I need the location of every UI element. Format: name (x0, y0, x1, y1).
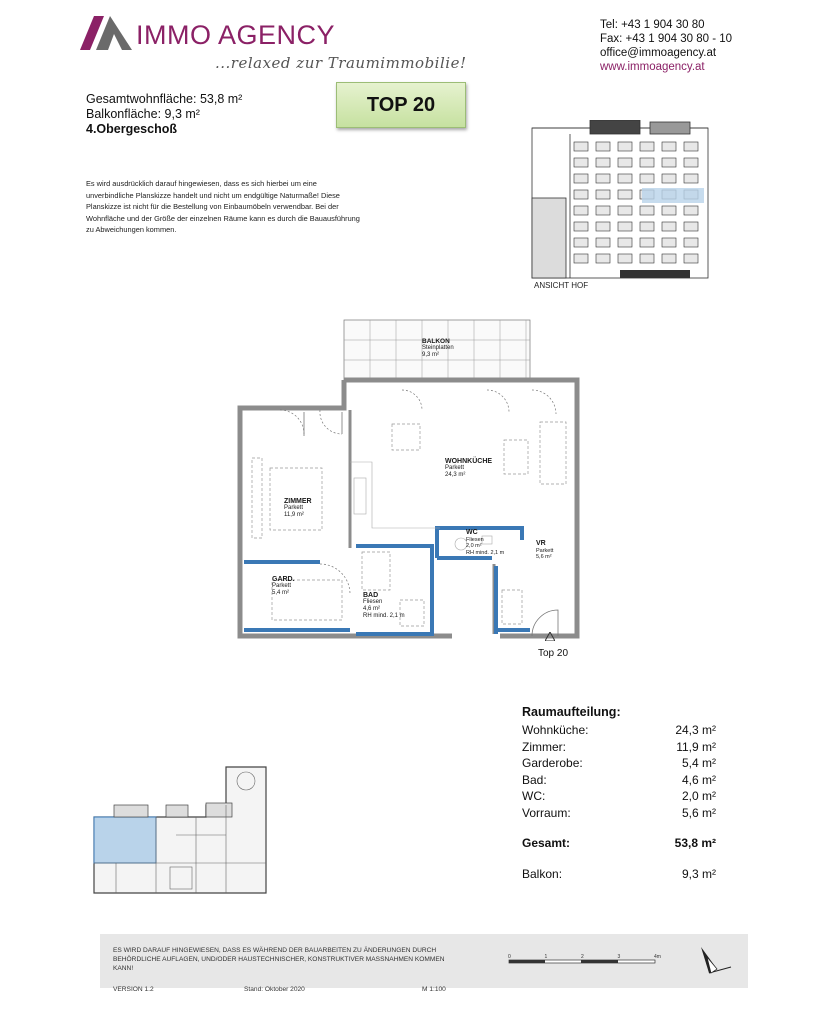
room-row-label: Garderobe: (522, 756, 583, 770)
room-label-gard: GARD. Parkett 5,4 m² (272, 576, 295, 596)
room-label-zimmer: ZIMMER Parkett 11,9 m² (284, 498, 312, 518)
contact-email[interactable]: office@immoagency.at (600, 47, 717, 59)
facade-label: ANSICHT HOF (534, 281, 589, 290)
contact-fax: Fax: +43 1 904 30 80 - 10 (600, 33, 733, 45)
room-row (522, 788, 716, 805)
top-badge: TOP 20 (336, 82, 466, 128)
entrance-arrow-icon (545, 632, 555, 641)
balcony-area: Balkonfläche: 9,3 m² (86, 107, 200, 121)
room-row-value: 4,6 m² (681, 772, 716, 787)
room-row-label: Bad: (522, 772, 547, 787)
footer-cutout (505, 988, 748, 1008)
footer-status: Stand: Oktober 2020 (244, 986, 305, 993)
room-row (522, 772, 716, 789)
room-label-wc: WC Fliesen 2,0 m² RH mind. 2,1 m (466, 529, 505, 556)
brand-name: IMMO AGENCY (136, 20, 336, 50)
facade-elevation-drawing (530, 120, 710, 282)
room-breakdown (522, 705, 716, 882)
room-row-value: 5,4 m² (681, 756, 716, 770)
contact-website[interactable]: www.immoagency.at (600, 61, 705, 73)
scale-tick-label: 3 (617, 954, 621, 960)
room-row-label: Vorraum: (522, 805, 571, 820)
floor-plan (232, 318, 582, 663)
agency-logo-icon (80, 16, 132, 50)
room-row-value: 2,0 m² (681, 789, 716, 803)
scale-tick-label: 1 (544, 954, 548, 960)
room-balcony-row: Balkon: 9,3 m² (522, 866, 716, 881)
footer-scale: M 1:100 (422, 986, 446, 993)
unit-entrance-label: Top 20 (538, 648, 569, 659)
area-info (86, 92, 242, 137)
scale-tick-label: 4m (654, 954, 661, 960)
room-total-row: Gesamt: 53,8 m² (522, 836, 716, 850)
room-label-wohnkueche: WOHNKÜCHE Parkett 24,3 m² (445, 458, 493, 478)
scale-bar (505, 950, 665, 972)
living-area: Gesamtwohnfläche: 53,8 m² (86, 92, 243, 106)
room-row-label: WC: (522, 789, 546, 803)
room-row (522, 722, 716, 739)
scale-tick-label: 2 (581, 954, 584, 960)
footer-notice: ES WIRD DARAUF HINGEWIESEN, DASS ES WÄHREND DER BAUARBEITEN ZU ÄNDERUNGEN DURCH BEHÖRDLICHE AUFLAGEN, UND/ODER HAUSTECHNISCHER, KONSTRUKTIVER MASSNAHMEN KOMMEN KANN! (113, 947, 445, 972)
contact-phone: Tel: +43 1 904 30 80 (600, 19, 705, 31)
north-arrow-icon (695, 943, 735, 983)
contact-block (600, 18, 732, 74)
room-label-bad: BAD Fliesen 4,6 m² RH mind. 2,1 m (363, 592, 405, 619)
footer-version: VERSION 1.2 (113, 986, 154, 993)
room-row-value: 24,3 m² (675, 723, 716, 737)
disclaimer-text: Es wird ausdrücklich darauf hingewiesen, dass es sich hierbei um eine unverbindliche Planskizze handelt und nicht um endgültige Naturmaße! Diese Planskizze ist nicht für die Bestellung von Einbaumöbeln verwendbar. Bei der Wohnfläche und der Größe der einzelnen Räume kann es durch die Bauausführung zu Abweichungen kommen. (86, 179, 360, 234)
room-row-label: Zimmer: (522, 739, 566, 754)
room-row (522, 739, 716, 756)
room-label-balkon: BALKON Steinplatten 9,3 m² (422, 338, 454, 358)
room-breakdown-title: Raumaufteilung: (522, 705, 621, 719)
slogan: ...relaxed zur Traumimmobilie! (215, 54, 467, 72)
floor-overview-map (86, 765, 276, 900)
room-row-value: 5,6 m² (681, 805, 716, 820)
room-row-value: 11,9 m² (676, 739, 716, 754)
room-row-label: Wohnküche: (522, 723, 589, 737)
unit-highlight (642, 188, 704, 203)
scale-tick-label: 0 (508, 954, 511, 960)
room-label-vr: VR Parkett 5,6 m² (536, 540, 554, 560)
floor-label: 4.Obergeschoß (86, 122, 177, 136)
room-row (522, 755, 716, 772)
room-row (522, 805, 716, 822)
